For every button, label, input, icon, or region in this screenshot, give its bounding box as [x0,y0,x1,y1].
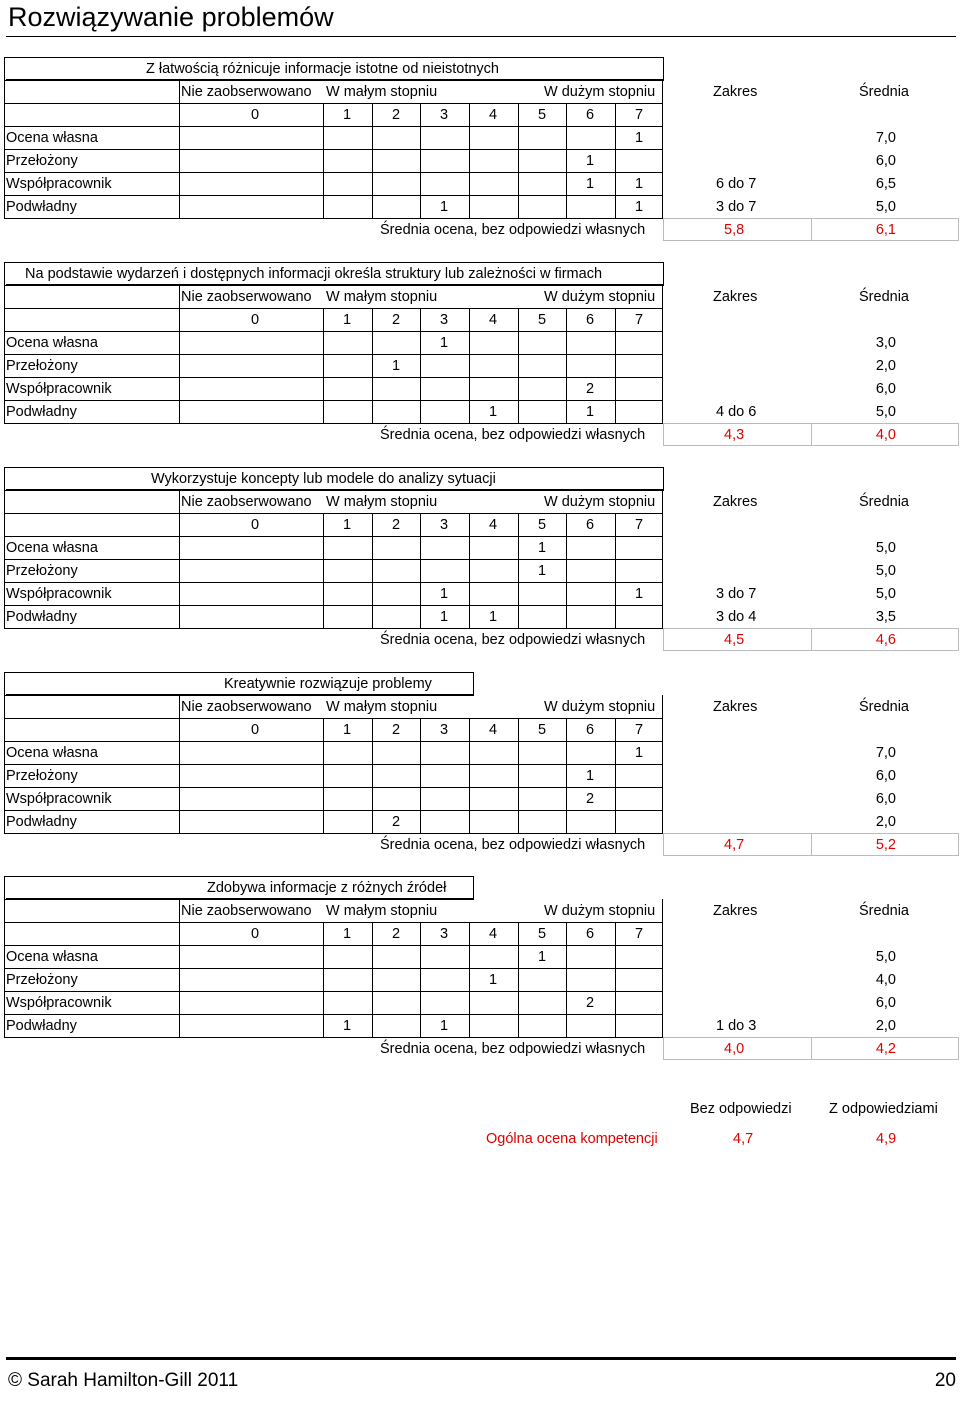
summary-box [811,628,959,651]
grid-line [615,922,616,1038]
avg-without-self-label: Średnia ocena, bez odpowiedzi własnych [380,837,646,853]
grid-line [4,945,662,946]
grid-line [4,400,662,401]
grid-line [420,308,421,424]
response-count: 2 [391,814,401,830]
scale-number: 1 [342,926,352,942]
page-title: Rozwiązywanie problemów [8,2,334,32]
grid-line [4,559,662,560]
header-large-degree: W dużym stopniu [544,494,656,510]
avg-without-self-value: 4,5 [724,632,745,648]
summary-value-without: 4,7 [733,1131,754,1147]
average-value: 3,0 [875,335,896,351]
section-title-box [4,876,474,900]
grid-line [4,172,662,173]
average-value: 5,0 [875,199,896,215]
average-value: 6,0 [875,791,896,807]
response-count: 1 [585,176,595,192]
scale-number: 1 [342,517,352,533]
grid-line [180,718,662,719]
footer-copyright: © Sarah Hamilton-Gill 2011 [8,1370,239,1391]
grid-line [566,308,567,424]
rater-label: Współpracownik [6,176,112,192]
rater-label: Przełożony [6,972,78,988]
scale-number: 3 [439,517,449,533]
grid-line [323,922,324,1038]
section-title: Na podstawie wydarzeń i dostępnych informacji określa struktury lub zależności w firmach [25,266,603,282]
response-count: 1 [488,609,498,625]
grid-line [323,103,324,219]
grid-line [518,103,519,219]
grid-line [180,308,662,309]
grid-line [518,922,519,1038]
scale-number: 0 [250,312,260,328]
response-count: 1 [391,358,401,374]
avg-without-self-value: 4,7 [724,837,745,853]
header-small-degree: W małym stopniu [326,289,438,305]
header-small-degree: W małym stopniu [326,903,438,919]
grid-line [323,718,324,834]
grid-line [469,103,470,219]
grid-line [469,308,470,424]
average-value: 2,0 [875,1018,896,1034]
avg-without-self-value: 4,3 [724,427,745,443]
scale-number: 0 [250,722,260,738]
grid-line [566,513,567,629]
grid-line [180,922,662,923]
scale-number: 0 [250,107,260,123]
response-count: 1 [439,335,449,351]
range-value: 1 do 3 [716,1018,757,1034]
rater-label: Współpracownik [6,995,112,1011]
scale-number: 6 [585,926,595,942]
grid-line [4,1037,662,1038]
avg-with-self-value: 4,0 [875,427,896,443]
avg-without-self-label: Średnia ocena, bez odpowiedzi własnych [380,632,646,648]
summary-box [663,833,812,856]
grid-line [4,536,662,537]
scale-number: 2 [391,926,401,942]
grid-line [420,513,421,629]
header-average: Średnia [859,289,909,305]
response-count: 1 [488,972,498,988]
rater-label: Współpracownik [6,791,112,807]
scale-number: 6 [585,517,595,533]
average-value: 3,5 [875,609,896,625]
average-value: 5,0 [875,563,896,579]
header-range: Zakres [713,84,758,100]
average-value: 6,5 [875,176,896,192]
header-not-observed: Nie zaobserwowano [181,84,312,100]
average-value: 6,0 [875,153,896,169]
range-value: 6 do 7 [716,176,757,192]
header-not-observed: Nie zaobserwowano [181,289,312,305]
grid-line [4,149,662,150]
section-title-box [4,262,664,286]
range-value: 3 do 4 [716,609,757,625]
header-small-degree: W małym stopniu [326,494,438,510]
scale-number: 4 [488,517,498,533]
competency-section [0,876,960,1086]
response-count: 1 [439,1018,449,1034]
rater-label: Podwładny [6,814,77,830]
response-count: 1 [439,609,449,625]
range-value: 3 do 7 [716,586,757,602]
average-value: 5,0 [875,586,896,602]
rater-label: Przełożony [6,768,78,784]
scale-number: 5 [537,107,547,123]
header-large-degree: W dużym stopniu [544,84,656,100]
response-count: 1 [537,949,547,965]
rater-label: Przełożony [6,563,78,579]
avg-without-self-value: 5,8 [724,222,745,238]
header-average: Średnia [859,903,909,919]
header-range: Zakres [713,903,758,919]
response-count: 1 [342,1018,352,1034]
response-count: 1 [488,404,498,420]
rater-label: Współpracownik [6,586,112,602]
scale-number: 1 [342,107,352,123]
average-value: 4,0 [875,972,896,988]
competency-section [0,57,960,267]
scale-number: 3 [439,312,449,328]
response-count: 2 [585,381,595,397]
avg-with-self-value: 4,2 [875,1041,896,1057]
grid-line [4,628,662,629]
scale-number: 2 [391,722,401,738]
rater-label: Ocena własna [6,540,98,556]
grid-line [615,718,616,834]
grid-line [615,513,616,629]
response-count: 1 [634,176,644,192]
range-value: 3 do 7 [716,199,757,215]
rater-label: Podwładny [6,199,77,215]
response-count: 1 [585,768,595,784]
average-value: 5,0 [875,540,896,556]
average-value: 5,0 [875,949,896,965]
grid-line [420,718,421,834]
competency-section [0,672,960,882]
scale-number: 4 [488,722,498,738]
grid-line [372,513,373,629]
rater-label: Podwładny [6,1018,77,1034]
grid-line [469,718,470,834]
response-count: 1 [537,563,547,579]
avg-with-self-value: 5,2 [875,837,896,853]
grid-line [4,741,662,742]
header-average: Średnia [859,84,909,100]
grid-line [4,968,662,969]
summary-box [811,1037,959,1060]
average-value: 6,0 [875,768,896,784]
average-value: 2,0 [875,358,896,374]
scale-number: 7 [634,722,644,738]
average-value: 7,0 [875,745,896,761]
grid-line [4,810,662,811]
grid-line [4,1014,662,1015]
grid-line [4,218,662,219]
summary-col-with: Z odpowiedziami [829,1101,938,1117]
grid-line [469,513,470,629]
response-count: 1 [585,153,595,169]
scale-number: 0 [250,926,260,942]
scale-number: 2 [391,517,401,533]
header-not-observed: Nie zaobserwowano [181,494,312,510]
scale-number: 6 [585,312,595,328]
scale-number: 5 [537,312,547,328]
grid-line [566,922,567,1038]
scale-number: 6 [585,722,595,738]
section-title-box [4,672,474,696]
response-count: 1 [537,540,547,556]
section-title: Zdobywa informacje z różnych źródeł [207,880,447,896]
scale-number: 4 [488,926,498,942]
grid-line [615,103,616,219]
grid-line [615,308,616,424]
grid-line [4,605,662,606]
header-average: Średnia [859,494,909,510]
section-title-box [4,57,664,81]
grid-line [662,490,663,629]
grid-line [4,787,662,788]
header-average: Średnia [859,699,909,715]
footer-divider [6,1357,956,1360]
grid-line [323,513,324,629]
scale-number: 7 [634,926,644,942]
summary-col-without: Bez odpowiedzi [690,1101,792,1117]
section-title: Kreatywnie rozwiązuje problemy [224,676,432,692]
response-count: 1 [634,130,644,146]
grid-line [662,285,663,424]
rater-label: Przełożony [6,358,78,374]
summary-box [811,218,959,241]
avg-with-self-value: 4,6 [875,632,896,648]
header-small-degree: W małym stopniu [326,699,438,715]
rater-label: Podwładny [6,404,77,420]
grid-line [372,718,373,834]
avg-with-self-value: 6,1 [875,222,896,238]
grid-line [420,103,421,219]
rater-label: Przełożony [6,153,78,169]
competency-section [0,467,960,677]
grid-line [372,308,373,424]
grid-line [4,764,662,765]
grid-line [469,922,470,1038]
header-large-degree: W dużym stopniu [544,699,656,715]
average-value: 6,0 [875,995,896,1011]
footer-page-number: 20 [934,1370,956,1391]
grid-line [662,80,663,219]
rater-label: Ocena własna [6,745,98,761]
avg-without-self-label: Średnia ocena, bez odpowiedzi własnych [380,1041,646,1057]
rater-label: Ocena własna [6,949,98,965]
grid-line [518,513,519,629]
average-value: 5,0 [875,404,896,420]
grid-line [4,331,662,332]
response-count: 1 [634,745,644,761]
grid-line [323,308,324,424]
scale-number: 3 [439,107,449,123]
section-title-box [4,467,664,491]
rater-label: Ocena własna [6,335,98,351]
scale-number: 7 [634,517,644,533]
response-count: 2 [585,995,595,1011]
scale-number: 1 [342,722,352,738]
grid-line [372,103,373,219]
section-title: Wykorzystuje koncepty lub modele do analizy sytuacji [151,471,496,487]
grid-line [662,899,663,1038]
header-large-degree: W dużym stopniu [544,289,656,305]
summary-box [663,1037,812,1060]
summary-value-with: 4,9 [876,1131,897,1147]
grid-line [518,718,519,834]
grid-line [180,103,662,104]
range-value: 4 do 6 [716,404,757,420]
scale-number: 6 [585,107,595,123]
grid-line [4,126,662,127]
rater-label: Podwładny [6,609,77,625]
scale-number: 2 [391,312,401,328]
grid-line [180,513,662,514]
average-value: 2,0 [875,814,896,830]
summary-box [811,833,959,856]
scale-number: 7 [634,107,644,123]
summary-label: Ogólna ocena kompetencji [486,1131,658,1147]
scale-number: 2 [391,107,401,123]
scale-number: 5 [537,926,547,942]
summary-box [663,628,812,651]
competency-section [0,262,960,472]
grid-line [4,354,662,355]
grid-line [518,308,519,424]
rater-label: Współpracownik [6,381,112,397]
grid-line [566,103,567,219]
scale-number: 4 [488,312,498,328]
scale-number: 5 [537,722,547,738]
summary-box [663,423,812,446]
header-small-degree: W małym stopniu [326,84,438,100]
scale-number: 4 [488,107,498,123]
grid-line [662,695,663,834]
header-not-observed: Nie zaobserwowano [181,699,312,715]
avg-without-self-label: Średnia ocena, bez odpowiedzi własnych [380,427,646,443]
avg-without-self-label: Średnia ocena, bez odpowiedzi własnych [380,222,646,238]
response-count: 1 [634,586,644,602]
grid-line [4,423,662,424]
header-not-observed: Nie zaobserwowano [181,903,312,919]
response-count: 1 [439,199,449,215]
response-count: 1 [634,199,644,215]
grid-line [4,833,662,834]
scale-number: 0 [250,517,260,533]
response-count: 2 [585,791,595,807]
avg-without-self-value: 4,0 [724,1041,745,1057]
grid-line [4,195,662,196]
grid-line [4,582,662,583]
scale-number: 1 [342,312,352,328]
rater-label: Ocena własna [6,130,98,146]
scale-number: 3 [439,722,449,738]
header-large-degree: W dużym stopniu [544,903,656,919]
summary-box [811,423,959,446]
grid-line [420,922,421,1038]
title-divider [6,36,956,37]
grid-line [4,377,662,378]
scale-number: 3 [439,926,449,942]
section-title: Z łatwością różnicuje informacje istotne od nieistotnych [146,61,499,77]
scale-number: 7 [634,312,644,328]
response-count: 1 [439,586,449,602]
header-range: Zakres [713,289,758,305]
grid-line [4,991,662,992]
header-range: Zakres [713,699,758,715]
scale-number: 5 [537,517,547,533]
header-range: Zakres [713,494,758,510]
average-value: 7,0 [875,130,896,146]
grid-line [372,922,373,1038]
response-count: 1 [585,404,595,420]
grid-line [566,718,567,834]
summary-box [663,218,812,241]
average-value: 6,0 [875,381,896,397]
